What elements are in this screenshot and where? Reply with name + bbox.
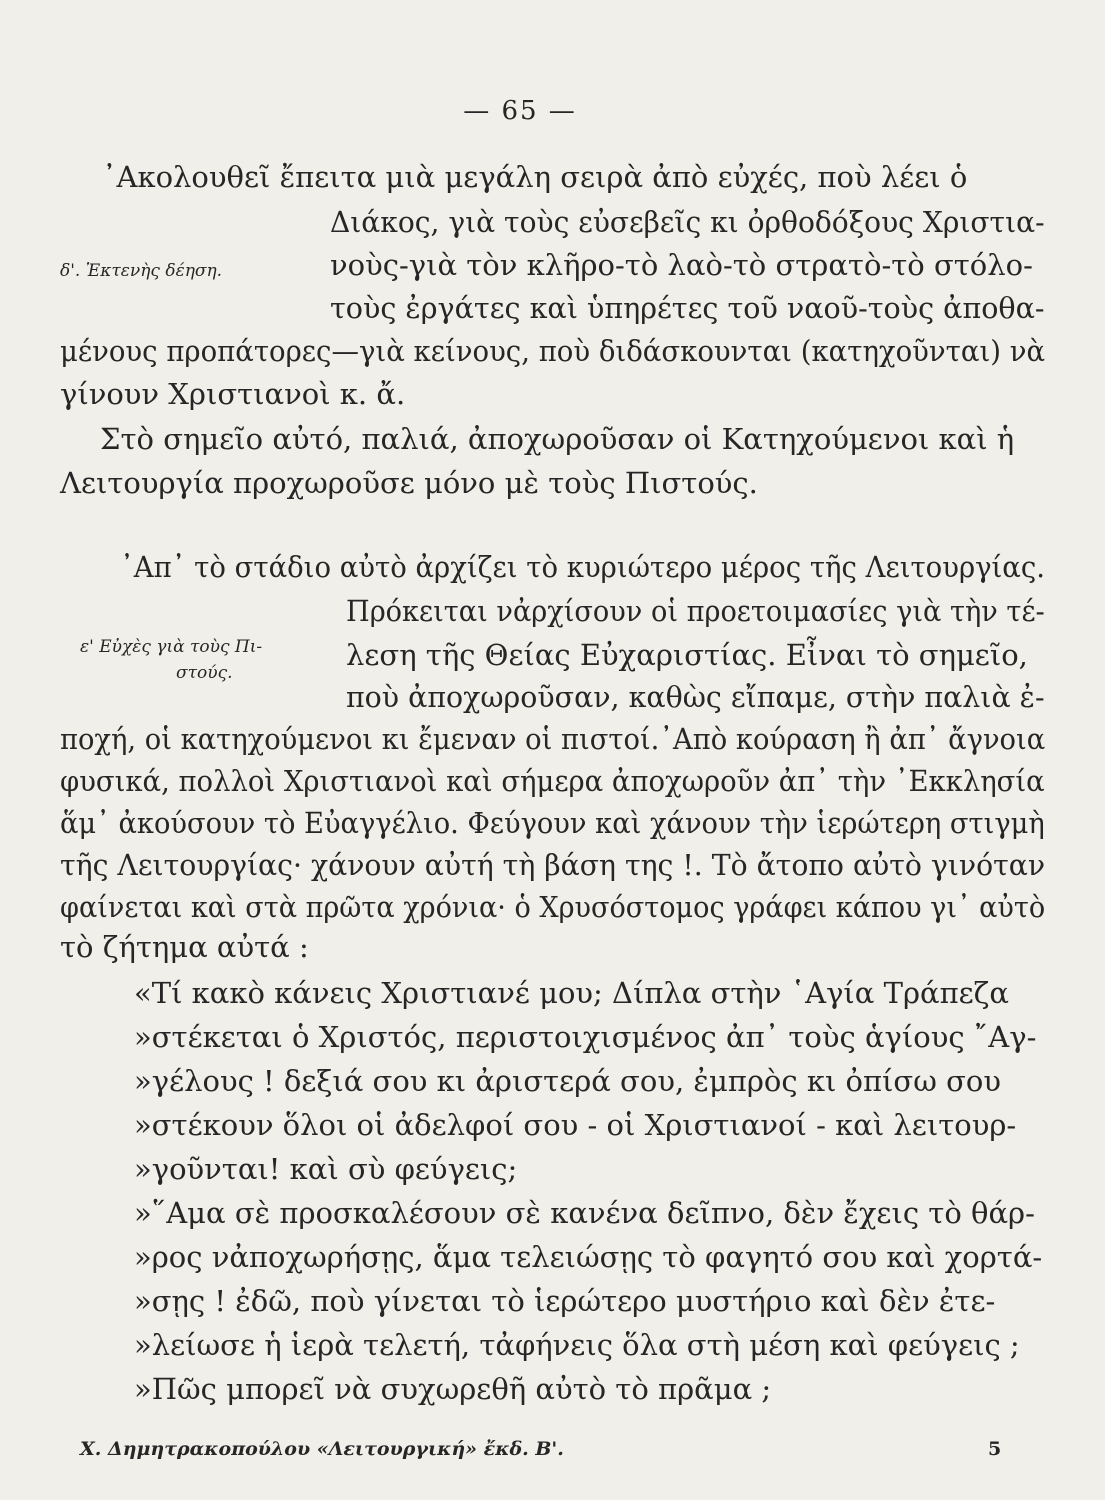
page-footer: [80, 1438, 1002, 1460]
text-line: ποχή, οἱ κατηχούμενοι κι ἔμεναν οἱ πιστοί.᾽Απὸ κούραση ἢ ἀπ᾽ ἄγνοια: [60, 722, 1046, 756]
quote-line: »Πῶς μπορεῖ νὰ συχωρεθῆ αὐτὸ τὸ πρᾶμα ;: [134, 1372, 772, 1406]
text-line: Διάκος, γιὰ τοὺς εὐσεβεῖς κι ὀρθοδόξους Χριστια-: [330, 205, 1045, 239]
margin-note-litany: δ'. Ἐκτενὴς δέηση.: [60, 261, 223, 281]
quote-line: »λείωσε ἡ ἱερὰ τελετή, τἀφήνεις ὅλα στὴ μέση καὶ φεύγεις ;: [134, 1328, 1020, 1362]
text-line: τῆς Λειτουργίας· χάνουν αὐτή τὴ βάση της !. Τὸ ἄτοπο αὐτὸ γινόταν: [60, 848, 1046, 882]
quote-line: »γοῦνται! καὶ σὺ φεύγεις;: [134, 1152, 518, 1186]
footer-citation: Χ. Δημητρακοπούλου «Λειτουργική» ἔκδ. Β'.: [80, 1438, 564, 1460]
page-number: — 65 —: [463, 96, 577, 126]
text-line: μένους προπάτορες—γιὰ κείνους, ποὺ διδάσκουνται (κατηχοῦνται) νὰ: [60, 334, 1046, 368]
quote-line: »στέκουν ὅλοι οἱ ἀδελφοί σου - οἱ Χριστιανοί - καὶ λειτουρ-: [134, 1108, 1017, 1142]
quote-line: »γέλους ! δεξιά σου κι ἀριστερά σου, ἐμπρὸς κι ὀπίσω σου: [134, 1064, 1001, 1098]
text-line: ποὺ ἀποχωροῦσαν, καθὼς εἴπαμε, στὴν παλιὰ ἐ-: [346, 680, 1045, 714]
text-line: νοὺς-γιὰ τὸν κλῆρο-τὸ λαὸ-τὸ στρατὸ-τὸ στόλο-: [330, 248, 1033, 282]
quote-line: »σῃς ! ἐδῶ, ποὺ γίνεται τὸ ἱερώτερο μυστήριο καὶ δὲν ἐτε-: [134, 1284, 996, 1318]
text-line: λεση τῆς Θείας Εὐχαριστίας. Εἶναι τὸ σημεῖο,: [346, 638, 1028, 672]
margin-note-faithful: ε' Εὐχὲς γιὰ τοὺς Πι-: [80, 637, 263, 657]
quote-line: «Τί κακὸ κάνεις Χριστιανέ μου; Δίπλα στὴν ῾Αγία Τράπεζα: [134, 976, 1009, 1010]
text-line: γίνουν Χριστιανοὶ κ. ἄ.: [60, 377, 406, 411]
text-line: Στὸ σημεῖο αὐτό, παλιά, ἀποχωροῦσαν οἱ Κατηχούμενοι καὶ ἡ: [100, 422, 1015, 456]
text-line: Λειτουργία προχωροῦσε μόνο μὲ τοὺς Πιστούς.: [60, 466, 758, 500]
quote-line: »῞Αμα σὲ προσκαλέσουν σὲ κανένα δεῖπνο, δὲν ἔχεις τὸ θάρ-: [134, 1196, 1035, 1230]
text-line: φυσικά, πολλοὶ Χριστιανοὶ καὶ σήμερα ἀποχωροῦν ἀπ᾽ τὴν ᾽Εκκλησία: [60, 764, 1045, 798]
margin-note-faithful-cont: στούς.: [176, 663, 233, 683]
text-line: ᾽Ακολουθεῖ ἔπειτα μιὰ μεγάλη σειρὰ ἀπὸ εὐχές, ποὺ λέει ὁ: [102, 160, 968, 194]
text-line: Πρόκειται νἀρχίσουν οἱ προετοιμασίες γιὰ τὴν τέ-: [346, 594, 1045, 628]
quote-line: »στέκεται ὁ Χριστός, περιστοιχισμένος ἀπ᾽ τοὺς ἁγίους ῎Αγ-: [134, 1020, 1037, 1054]
text-line: φαίνεται καὶ στὰ πρῶτα χρόνια· ὁ Χρυσόστομος γράφει κάπου γι᾽ αὐτὸ: [60, 890, 1046, 924]
text-line: τοὺς ἐργάτες καὶ ὑπηρέτες τοῦ ναοῦ-τοὺς ἀποθα-: [330, 291, 1045, 325]
text-line: τὸ ζήτημα αὐτά :: [60, 930, 309, 964]
quote-line: »ρος νἀποχωρήσῃς, ἅμα τελειώσῃς τὸ φαγητό σου καὶ χορτά-: [134, 1240, 1043, 1274]
text-line: ᾽Απ᾽ τὸ στάδιο αὐτὸ ἀρχίζει τὸ κυριώτερο μέρος τῆς Λειτουργίας.: [120, 550, 1045, 584]
signature-mark: 5: [988, 1438, 1002, 1460]
text-line: ἅμ᾽ ἀκούσουν τὸ Εὐαγγέλιο. Φεύγουν καὶ χάνουν τὴν ἱερώτερη στιγμὴ: [60, 806, 1045, 840]
